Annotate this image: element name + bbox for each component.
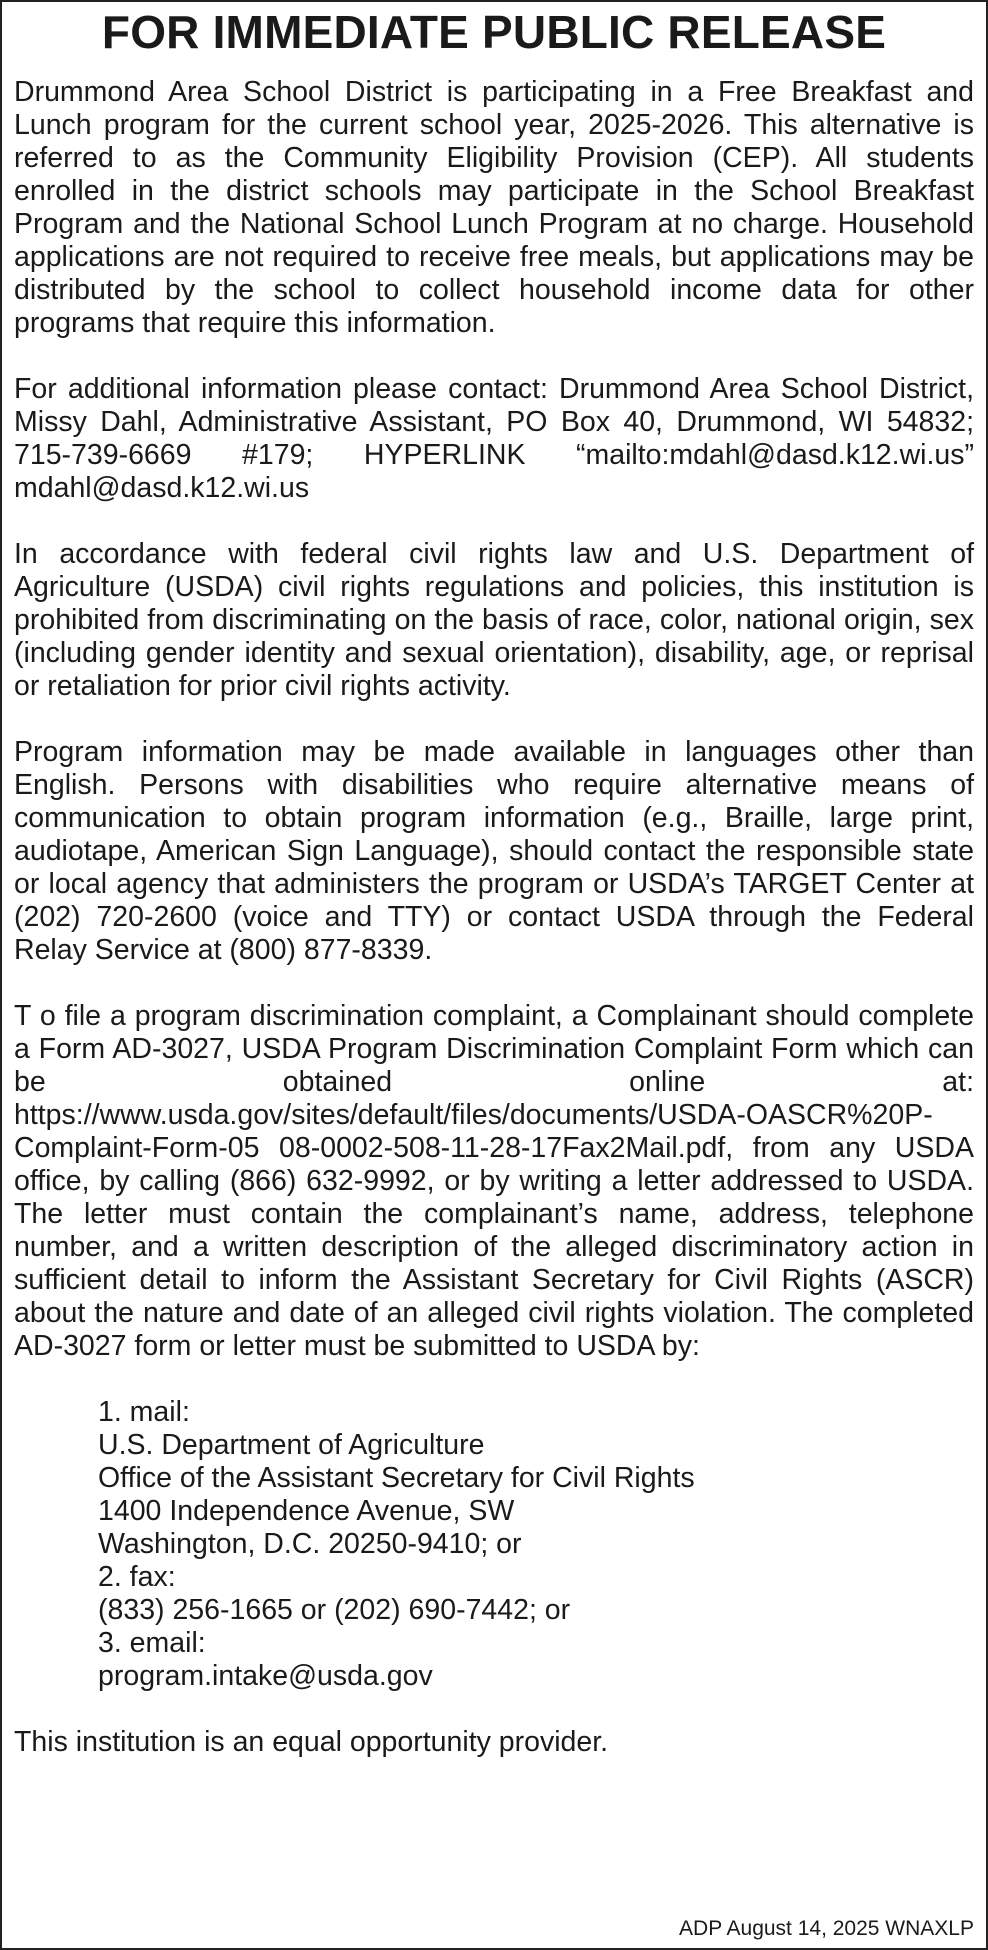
publication-footer: ADP August 14, 2025 WNAXLP [679, 1917, 974, 1940]
notice-headline: FOR IMMEDIATE PUBLIC RELEASE [101, 6, 887, 58]
address-line: 3. email: [98, 1627, 206, 1659]
address-line: 2. fax: [98, 1561, 176, 1593]
address-line: program.intake@usda.gov [98, 1660, 433, 1692]
paragraph-civil-rights: In accordance with federal civil rights law and U.S. Department of Agriculture (USDA) civil rights regulations and policies, this institution is prohibited from discriminating on the basis of race, color, national origin, sex (including gender identity and sexual orientation), disability, age, or reprisal or retaliation for prior civil rights activity. [14, 538, 974, 702]
paragraph-complaint-filing: T o file a program discrimination complaint, a Complainant should complete a Form AD-3027, USDA Program Discrimination Complaint Form which can be obtained online at: https://www.usda.gov/sites/default/files/documents/USDA-OASCR%20P-Complaint-Form-05 08-0002-508-11-28-17Fax2Mail.pdf, from any USDA office, by calling (866) 632-9992, or by writing a letter addressed to USDA. The letter must contain the complainant’s name, address, telephone number, and a written description of the alleged discriminatory action in sufficient detail to inform the Assistant Secretary for Civil Rights (ASCR) about the nature and date of an alleged civil rights violation. The completed AD-3027 form or letter must be submitted to USDA by: [14, 1000, 974, 1362]
address-line: U.S. Department of Agriculture [98, 1429, 485, 1461]
paragraph-program-information: Program information may be made available in languages other than English. Persons with disabilities who require alternative means of communication to obtain program information (e.g., Braille, large print, audiotape, American Sign Language), should contact the responsible state or local agency that administers the program or USDA’s TARGET Center at (202) 720-2600 (voice and TTY) or contact USDA through the Federal Relay Service at (800) 877-8339. [14, 736, 974, 966]
submission-address-block [98, 1396, 974, 1693]
address-line: Washington, D.C. 20250-9410; or [98, 1528, 522, 1560]
paragraph-contact-info: For additional information please contact: Drummond Area School District, Missy Dahl, Administrative Assistant, PO Box 40, Drummond, WI 54832; 715-739-6669 #179; HYPERLINK “mailto:mdahl@dasd.k12.wi.us” mdahl@dasd.k12.wi.us [14, 373, 974, 504]
address-line: Office of the Assistant Secretary for Civil Rights [98, 1462, 695, 1494]
paragraph-cep-program: Drummond Area School District is participating in a Free Breakfast and Lunch program for the current school year, 2025-2026. This alternative is referred to as the Community Eligibility Provision (CEP). All students enrolled in the district schools may participate in the School Breakfast Program and the National School Lunch Program at no charge. Household applications are not required to receive free meals, but applications may be distributed by the school to collect household income data for other programs that require this information. [14, 76, 974, 339]
equal-opportunity-statement: This institution is an equal opportunity provider. [14, 1726, 609, 1758]
address-line: (833) 256-1665 or (202) 690-7442; or [98, 1594, 571, 1626]
address-line: 1. mail: [98, 1396, 190, 1428]
address-line: 1400 Independence Avenue, SW [98, 1495, 515, 1527]
